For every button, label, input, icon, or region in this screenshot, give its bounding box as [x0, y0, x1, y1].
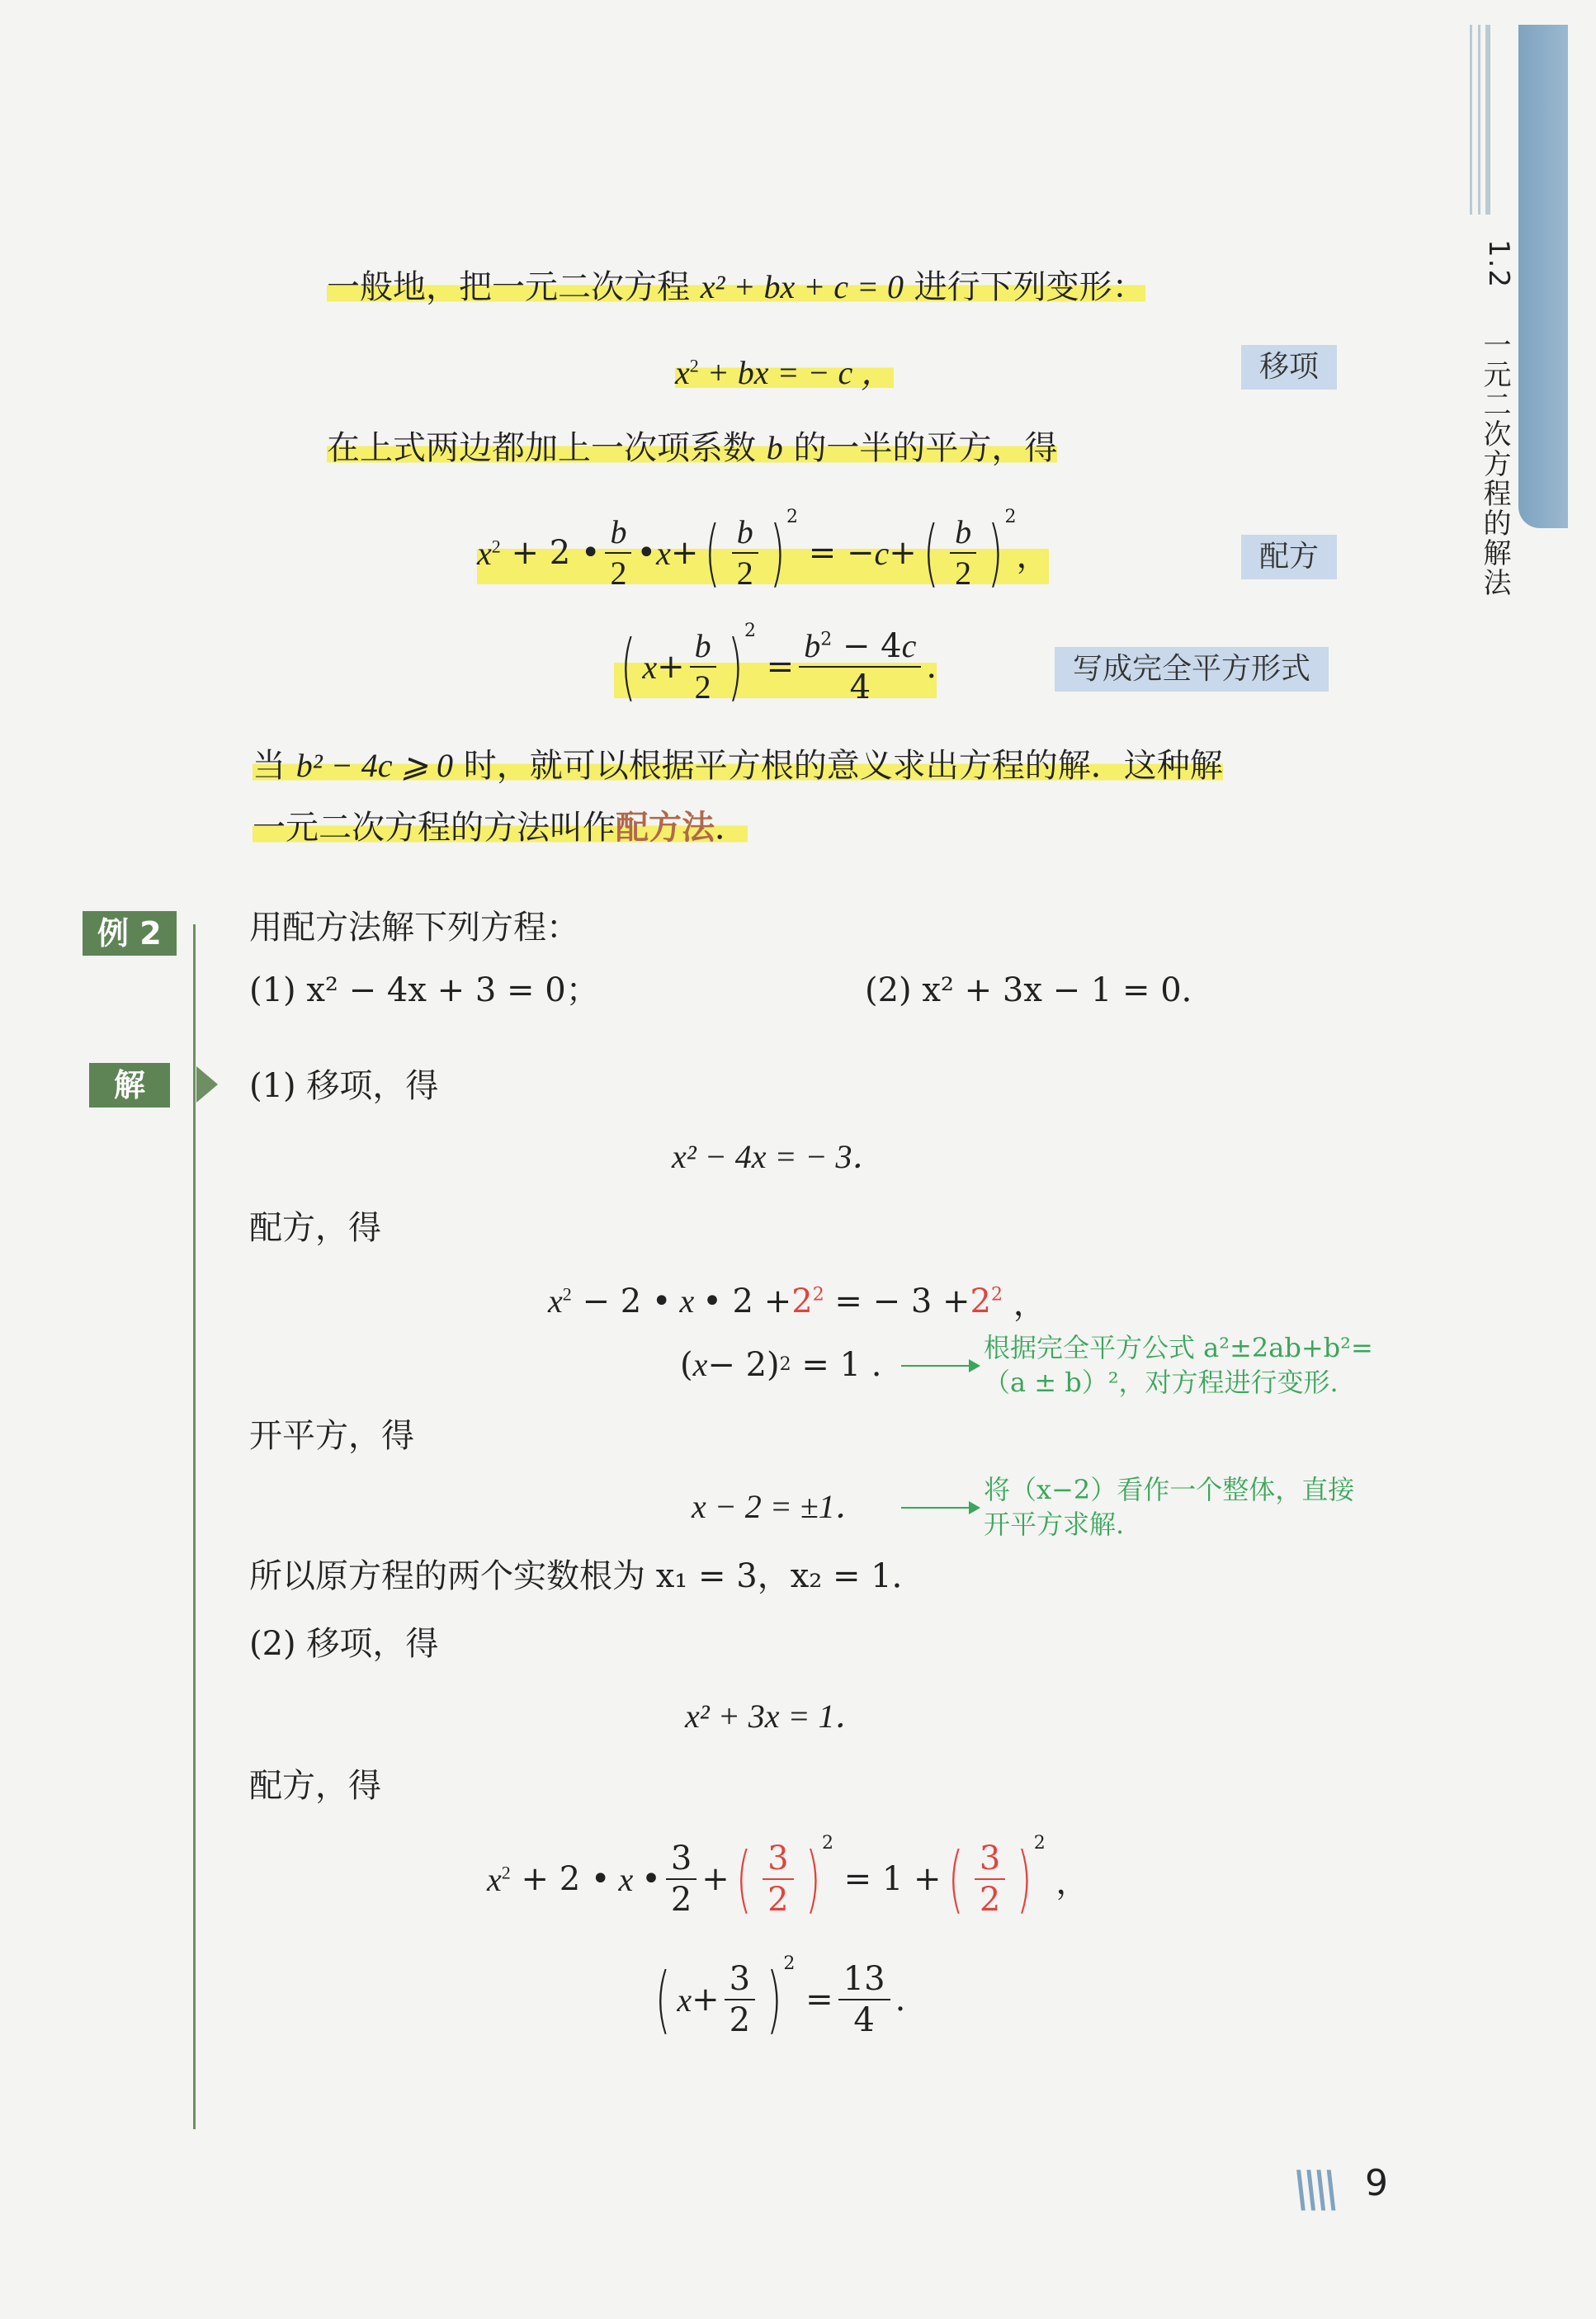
tag-square-form: 写成完全平方形式 — [1055, 647, 1329, 692]
solution-roots: 所以原方程的两个实数根为 x₁ = 3，x₂ = 1． — [249, 1557, 925, 1595]
solution-eq-complete: $x^2$ − 2 • x • 2 + $2^2$ = − 3 + $2^2$ ， — [548, 1282, 1046, 1323]
solution-step-complete: 配方，得 — [249, 1209, 381, 1247]
solution-eq-square-2: ( x + $\frac{3}{2}$ ) 2 = $\frac{13}{4}$ . — [654, 1953, 906, 2042]
chapter-title: 一元二次方程的解法 — [1478, 330, 1511, 597]
solution-pointer — [196, 1066, 218, 1103]
solution-step-move-2: (2) 移项，得 — [249, 1625, 439, 1663]
solution-eq-move-2: x² + 3x = 1． — [685, 1698, 868, 1735]
solution-eq-complete-2: $x^2$ + 2 • x • $\frac{3}{2}$ + ( $\frac{3}{2}$ ) 2 = 1 + ( $\frac{3}{2}$ ) 2 ， — [487, 1832, 1089, 1921]
note-formula-2: （a ± b）²，对方程进行变形. — [984, 1367, 1339, 1398]
term-completing-square: 配方法 — [616, 809, 715, 847]
problem-2: (2) x² + 3x − 1 = 0． — [865, 971, 1215, 1009]
solution-eq-move: x² − 4x = − 3． — [672, 1138, 885, 1175]
side-decor-line — [1470, 25, 1472, 215]
intro-line3: 在上式两边都加上一次项系数 b 的一半的平方，得 — [327, 429, 1058, 467]
problem-1: (1) x² − 4x + 3 = 0； — [249, 971, 599, 1009]
intro-line1: 一般地，把一元二次方程 x² + bx + c = 0 进行下列变形： — [327, 268, 1145, 306]
note-root-1: 将（x−2）看作一个整体，直接 — [984, 1474, 1355, 1505]
equation-move: $x^2$ + bx = − c ， — [675, 347, 894, 394]
example-rule — [193, 924, 196, 2129]
conclusion-line1: 当 b² − 4c ⩾ 0 时，就可以根据平方根的意义求出方程的解．这种解 — [253, 747, 1223, 785]
solution-eq-root: x − 2 = ±1． — [692, 1488, 868, 1525]
note-arrow — [901, 1507, 979, 1509]
note-arrow — [901, 1365, 979, 1367]
solution-step-complete-2: 配方，得 — [249, 1767, 381, 1805]
equation-square-form: ( x + $\frac{b}{2}$ ) 2 = $\frac{b^2 - 4c}{4}$ . — [614, 626, 937, 708]
solution-step-root: 开平方，得 — [249, 1417, 414, 1455]
conclusion-line2: 一元二次方程的方法叫作配方法． — [253, 809, 748, 847]
side-decor-line — [1478, 25, 1480, 215]
example-prompt: 用配方法解下列方程： — [249, 909, 579, 947]
page-number: 9 — [1365, 2162, 1388, 2204]
chapter-section: 1.2 — [1482, 239, 1515, 290]
example-label: 例 2 — [83, 911, 177, 956]
equation-complete-square: $x^2$ + 2 • $\frac{b}{2}$ • x + ( $\frac{b}{2}$ ) 2 = − c + ( $\frac{b}{2}$ ) 2 ， — [477, 506, 1050, 595]
chapter-tab — [1518, 25, 1568, 528]
side-decor-line — [1485, 25, 1490, 215]
solution-eq-square: ( x − 2) 2 = 1 . — [680, 1345, 882, 1384]
tag-complete: 配方 — [1241, 535, 1337, 579]
tag-move: 移项 — [1241, 345, 1337, 390]
solution-step-move: (1) 移项，得 — [249, 1067, 439, 1105]
note-formula-1: 根据完全平方公式 a²±2ab+b²= — [984, 1332, 1373, 1363]
page-number-decor-icon: \\\\ — [1292, 2161, 1333, 2218]
solution-label: 解 — [89, 1063, 170, 1108]
note-root-2: 开平方求解. — [984, 1509, 1125, 1540]
